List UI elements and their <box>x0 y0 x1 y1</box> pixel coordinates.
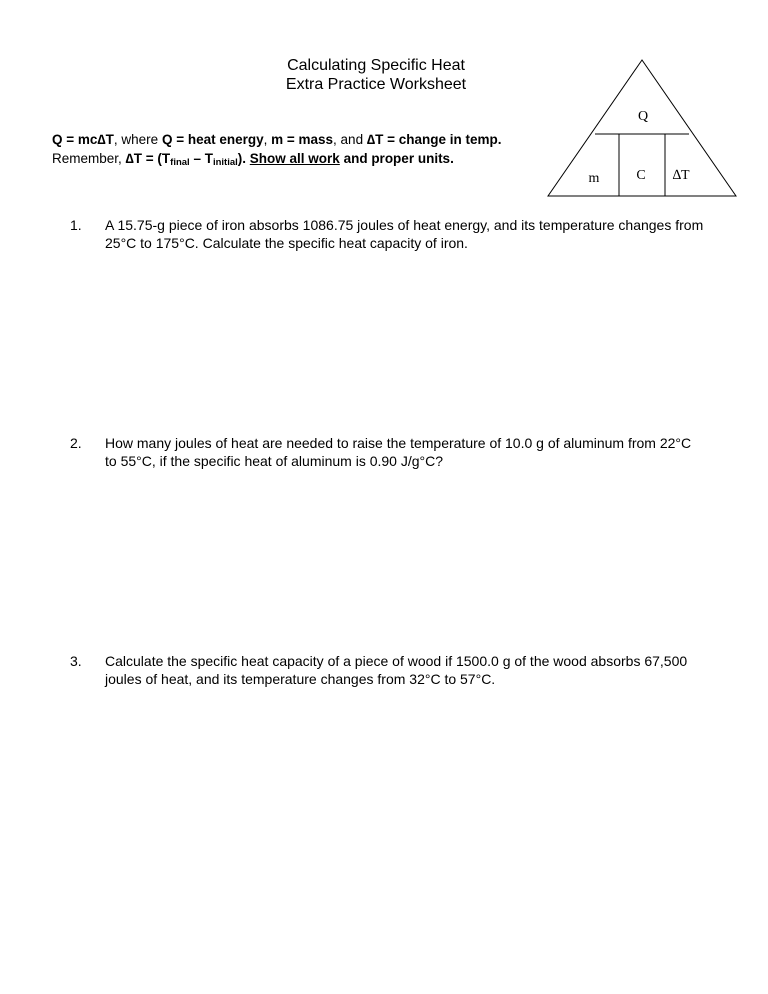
question-number: 1. <box>70 217 82 233</box>
reminder-rest: and proper units. <box>339 151 454 166</box>
triangle-label-q: Q <box>637 109 649 124</box>
reminder-line <box>52 149 612 170</box>
formula-dt-definition: ∆T = change in temp. <box>366 132 502 147</box>
worksheet-subtitle: Extra Practice Worksheet <box>285 76 467 93</box>
reminder-show-work: Show all work <box>249 151 340 166</box>
question-text: How many joules of heat are needed to raise the temperature of 10.0 g of aluminum from 22°C to 55°C, if the specific heat of aluminum is 0.90 J/g°C? <box>105 435 692 469</box>
reminder-dt-open: ∆T = (T <box>125 151 171 166</box>
triangle-label-c: C <box>636 168 646 183</box>
formula-where: , where <box>113 132 162 147</box>
question-text: Calculate the specific heat capacity of a piece of wood if 1500.0 g of the wood absorbs 67,500 joules of heat, and its temperature changes from 32°C to 57°C. <box>105 653 688 687</box>
question-text: A 15.75-g piece of iron absorbs 1086.75 joules of heat energy, and its temperature changes from 25°C to 175°C. Calculate the specific heat capacity of iron. <box>105 217 704 251</box>
formula-line <box>52 130 612 149</box>
question-number: 3. <box>70 653 82 669</box>
question-number: 2. <box>70 435 82 451</box>
triangle-label-m: m <box>588 171 600 186</box>
formula-m-definition: m = mass <box>271 132 334 147</box>
formula-and: , and <box>333 132 367 147</box>
worksheet-title: Calculating Specific Heat <box>287 57 465 74</box>
formula-instructions <box>52 130 612 170</box>
triangle-label-delta-t: ∆T <box>672 168 690 183</box>
formula-comma: , <box>263 132 272 147</box>
reminder-close: ). <box>237 151 250 166</box>
reminder-lead: Remember, <box>52 151 126 166</box>
reminder-minus: – T <box>189 151 213 166</box>
reminder-final-subscript: final <box>170 157 190 168</box>
formula-triangle-diagram <box>546 58 738 198</box>
reminder-initial-subscript: initial <box>212 157 238 168</box>
formula-equation: Q = mc∆T <box>52 132 114 147</box>
formula-q-definition: Q = heat energy <box>161 132 264 147</box>
